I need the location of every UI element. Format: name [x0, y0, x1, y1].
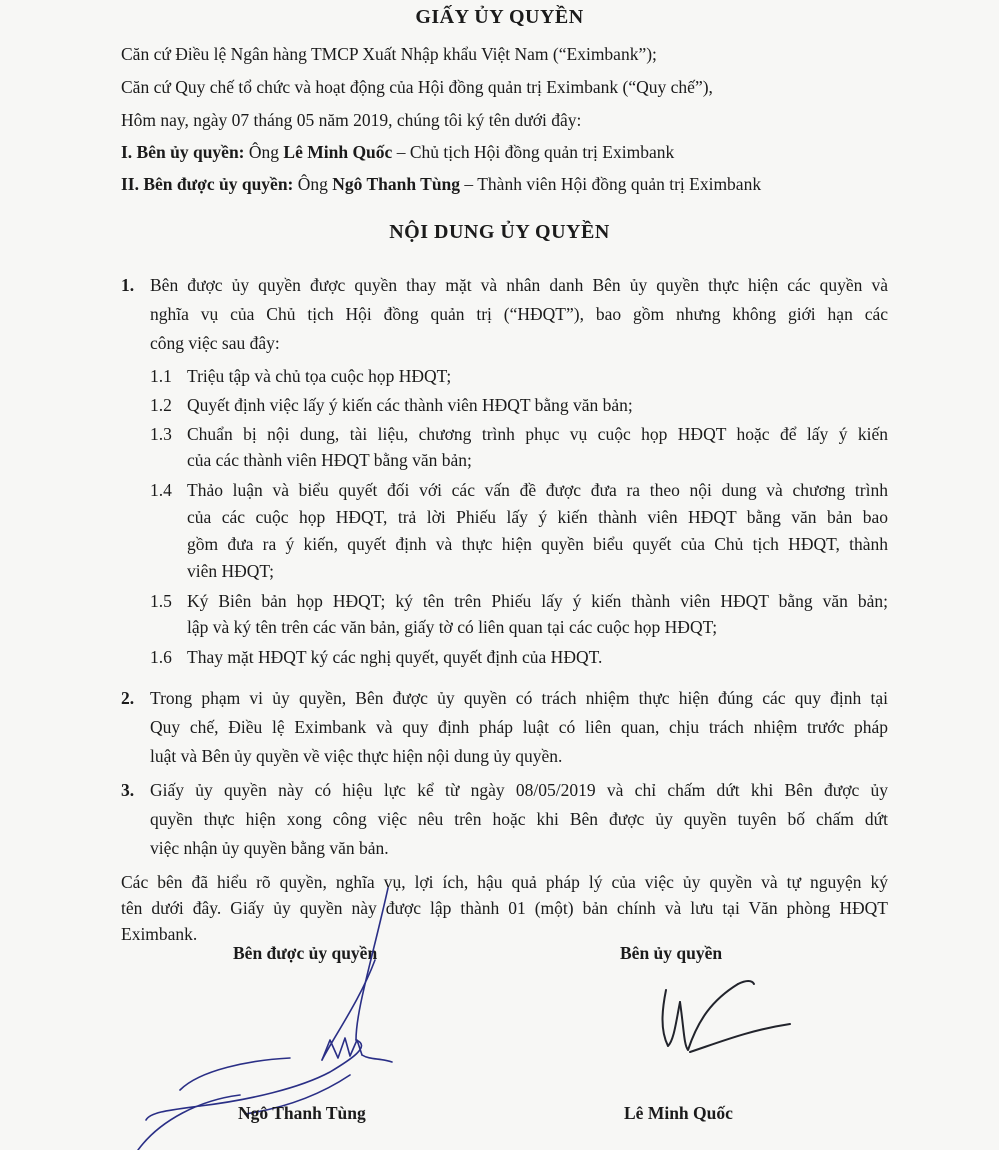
party-grantee-name: Ngô Thanh Tùng	[332, 174, 461, 194]
document-title: GIẤY ỦY QUYỀN	[415, 6, 584, 28]
subitem-1-5-line-1: Ký Biên bản họp HĐQT; ký tên trên Phiếu lấy ý kiến thành viên HĐQT bằng văn bản;	[187, 591, 888, 611]
closing-line-2: tên dưới đây. Giấy ủy quyền này được lập thành 01 (một) bản chính và lưu tại Văn phòng HĐQT	[121, 898, 888, 918]
item-3-line-2: quyền thực hiện xong công việc nêu trên hoặc khi Bên được ủy quyền tuyên bố chấm dứt	[150, 809, 888, 829]
party-grantee-label: II. Bên được ủy quyền:	[121, 174, 294, 194]
grantor-signature-label: Bên ủy quyền	[620, 943, 723, 963]
item-3-line-1: Giấy ủy quyền này có hiệu lực kể từ ngày 08/05/2019 và chỉ chấm dứt khi Bên được ủy	[150, 780, 888, 800]
grantor-name: Lê Minh Quốc	[624, 1103, 733, 1123]
subitem-1-3-number: 1.3	[150, 424, 172, 444]
subitem-1-4-line-2: của các cuộc họp HĐQT, trả lời Phiếu lấy ý kiến thành viên HĐQT bằng văn bản bao	[187, 507, 888, 527]
item-1-number: 1.	[121, 275, 135, 295]
preamble-line-1: Căn cứ Điều lệ Ngân hàng TMCP Xuất Nhập khẩu Việt Nam (“Eximbank”);	[121, 44, 657, 64]
subitem-1-4-line-4: viên HĐQT;	[187, 561, 275, 581]
subitem-1-4-number: 1.4	[150, 480, 172, 500]
subitem-1-5-line-2: lập và ký tên trên các văn bản, giấy tờ có liên quan tại các cuộc họp HĐQT;	[187, 617, 718, 637]
subitem-1-3-line-1: Chuẩn bị nội dung, tài liệu, chương trình phục vụ cuộc họp HĐQT hoặc để lấy ý kiến	[187, 424, 888, 444]
item-1-line-1: Bên được ủy quyền được quyền thay mặt và nhân danh Bên ủy quyền thực hiện các quyền và	[150, 275, 888, 295]
party-grantor-prefix: Ông	[244, 142, 284, 162]
subitem-1-2-line-1: Quyết định việc lấy ý kiến các thành viên HĐQT bằng văn bản;	[187, 395, 633, 415]
grantee-name: Ngô Thanh Tùng	[238, 1103, 366, 1123]
item-3-number: 3.	[121, 780, 135, 800]
party-grantee-role: – Thành viên Hội đồng quản trị Eximbank	[460, 174, 762, 194]
subitem-1-6-line-1: Thay mặt HĐQT ký các nghị quyết, quyết định của HĐQT.	[187, 647, 603, 667]
item-3-line-3: việc nhận ủy quyền bằng văn bản.	[150, 838, 389, 858]
party-grantor-name: Lê Minh Quốc	[283, 142, 393, 162]
subitem-1-1-number: 1.1	[150, 366, 172, 386]
party-grantor-label: I. Bên ủy quyền:	[121, 142, 245, 162]
item-2-line-3: luật và Bên ủy quyền về việc thực hiện nội dung ủy quyền.	[150, 746, 563, 766]
party-grantee-prefix: Ông	[293, 174, 333, 194]
party-grantor-role: – Chủ tịch Hội đồng quản trị Eximbank	[392, 142, 675, 162]
item-1-line-2: nghĩa vụ của Chủ tịch Hội đồng quản trị (“HĐQT”), bao gồm nhưng không giới hạn các	[150, 304, 888, 324]
subitem-1-3-line-2: của các thành viên HĐQT bằng văn bản;	[187, 450, 472, 470]
preamble-line-3: Hôm nay, ngày 07 tháng 05 năm 2019, chúng tôi ký tên dưới đây:	[121, 110, 582, 130]
item-2-number: 2.	[121, 688, 135, 708]
subitem-1-5-number: 1.5	[150, 591, 172, 611]
item-2-line-1: Trong phạm vi ủy quyền, Bên được ủy quyền có trách nhiệm thực hiện đúng các quy định tại	[150, 688, 888, 708]
subitem-1-2-number: 1.2	[150, 395, 172, 415]
grantee-signature-label: Bên được ủy quyền	[233, 943, 378, 963]
item-2-line-2: Quy chế, Điều lệ Eximbank và quy định pháp luật có liên quan, chịu trách nhiệm trước pháp	[150, 717, 888, 737]
subitem-1-4-line-3: gồm đưa ra ý kiến, quyết định và thực hiện quyền biểu quyết của Chủ tịch HĐQT, thành	[187, 534, 888, 554]
subitem-1-1-line-1: Triệu tập và chủ tọa cuộc họp HĐQT;	[187, 366, 452, 386]
section-heading: NỘI DUNG ỦY QUYỀN	[389, 221, 610, 243]
item-1-line-3: công việc sau đây:	[150, 333, 280, 353]
closing-line-3: Eximbank.	[121, 924, 198, 944]
closing-line-1: Các bên đã hiểu rõ quyền, nghĩa vụ, lợi ích, hậu quả pháp lý của việc ủy quyền và tự nguyện ký	[121, 872, 888, 892]
subitem-1-6-number: 1.6	[150, 647, 172, 667]
subitem-1-4-line-1: Thảo luận và biểu quyết đối với các vấn đề được đưa ra theo nội dung và chương trình	[187, 480, 888, 500]
preamble-line-2: Căn cứ Quy chế tổ chức và hoạt động của Hội đồng quản trị Eximbank (“Quy chế”),	[121, 77, 713, 97]
